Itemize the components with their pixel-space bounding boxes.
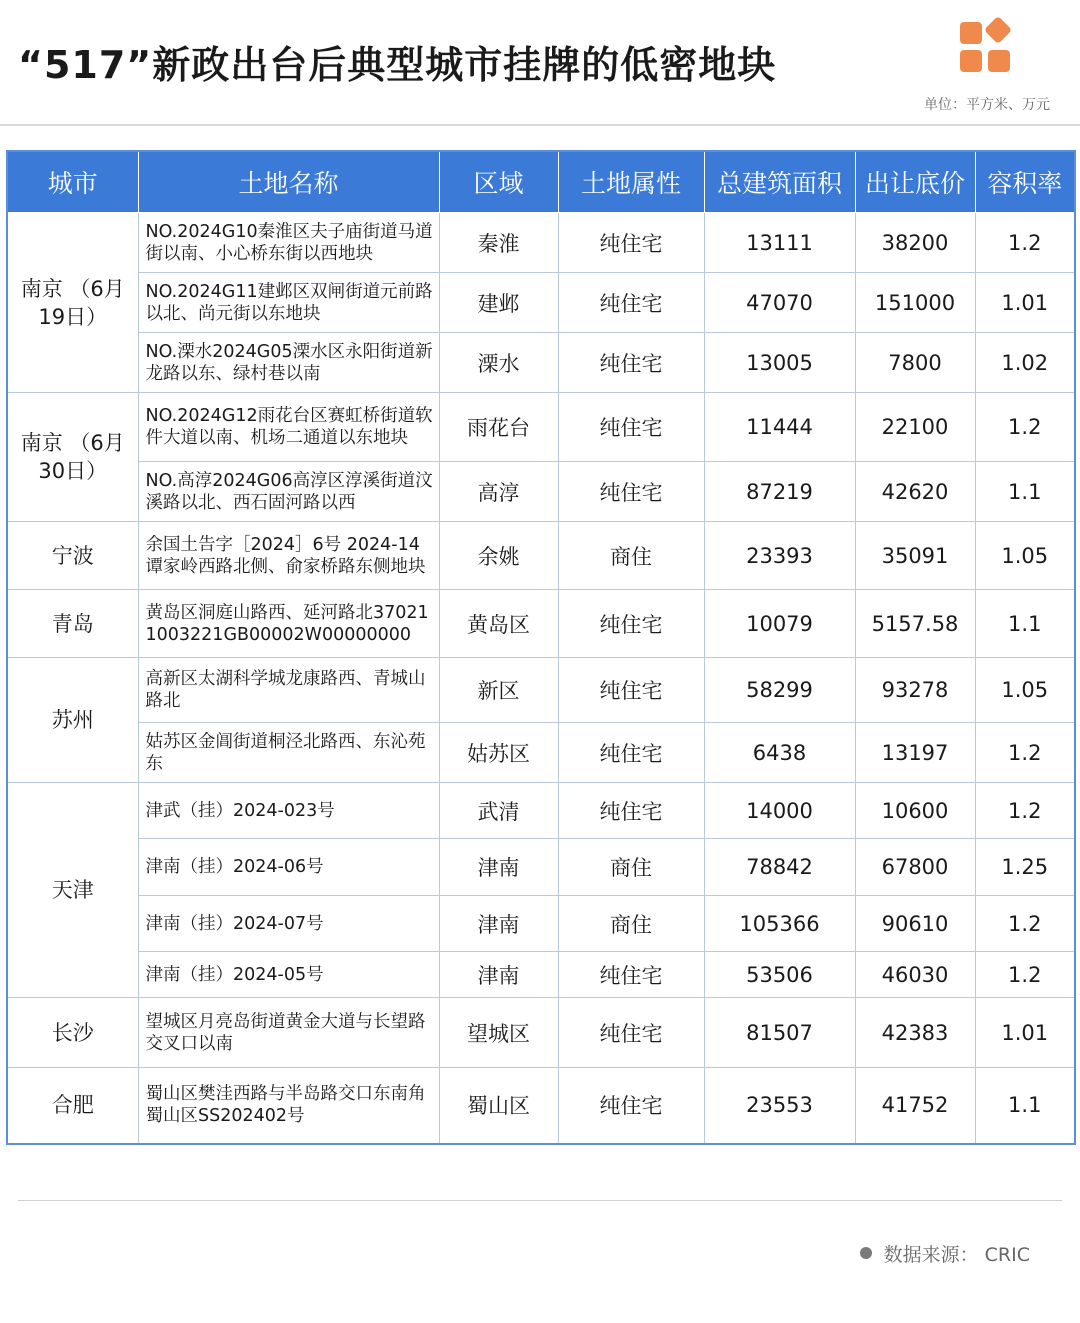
land-name-cell: NO.2024G10秦淮区夫子庙街道马道街以南、小心桥东街以西地块 (138, 213, 439, 273)
floor-area-cell: 11444 (704, 393, 855, 462)
city-cell: 苏州 (7, 658, 138, 783)
data-source-text: 数据来源： CRIC (883, 1244, 1030, 1266)
floor-area-cell: 53506 (704, 952, 855, 998)
bullet-dot-icon (860, 1247, 872, 1259)
plot-ratio-cell: 1.05 (975, 522, 1075, 590)
plot-ratio-cell: 1.01 (975, 273, 1075, 333)
table-row (7, 590, 1075, 658)
district-cell: 姑苏区 (439, 723, 558, 783)
floor-area-cell: 81507 (704, 998, 855, 1068)
city-cell: 青岛 (7, 590, 138, 658)
district-cell: 溧水 (439, 333, 558, 393)
plot-ratio-cell: 1.2 (975, 952, 1075, 998)
table-row (7, 273, 1075, 333)
district-cell: 津南 (439, 839, 558, 896)
land-type-cell: 纯住宅 (558, 952, 704, 998)
table-row (7, 1068, 1075, 1144)
table-header-row (7, 151, 1075, 213)
plot-ratio-cell: 1.1 (975, 590, 1075, 658)
plot-ratio-cell: 1.2 (975, 783, 1075, 839)
land-type-cell: 纯住宅 (558, 273, 704, 333)
land-table (6, 150, 1076, 1145)
land-name-cell: 津南（挂）2024-05号 (138, 952, 439, 998)
city-cell: 合肥 (7, 1068, 138, 1144)
table-row (7, 333, 1075, 393)
table-row (7, 839, 1075, 896)
land-type-cell: 纯住宅 (558, 213, 704, 273)
price-cell: 13197 (855, 723, 975, 783)
table-row (7, 723, 1075, 783)
floor-area-cell: 13005 (704, 333, 855, 393)
land-type-cell: 纯住宅 (558, 783, 704, 839)
district-cell: 雨花台 (439, 393, 558, 462)
price-cell: 35091 (855, 522, 975, 590)
divider (18, 1200, 1062, 1201)
unit-note: 单位：平方米、万元 (924, 97, 1050, 113)
land-name-cell: 余国土告字［2024］6号 2024-14谭家岭西路北侧、俞家桥路东侧地块 (138, 522, 439, 590)
land-type-cell: 纯住宅 (558, 590, 704, 658)
table-row (7, 952, 1075, 998)
price-cell: 90610 (855, 896, 975, 952)
plot-ratio-cell: 1.2 (975, 393, 1075, 462)
plot-ratio-cell: 1.1 (975, 462, 1075, 522)
land-name-cell: 津南（挂）2024-06号 (138, 839, 439, 896)
table-row (7, 658, 1075, 723)
land-type-cell: 商住 (558, 896, 704, 952)
table-row (7, 998, 1075, 1068)
land-type-cell: 商住 (558, 522, 704, 590)
land-type-cell: 纯住宅 (558, 998, 704, 1068)
district-cell: 武清 (439, 783, 558, 839)
district-cell: 津南 (439, 896, 558, 952)
price-cell: 42620 (855, 462, 975, 522)
floor-area-cell: 47070 (704, 273, 855, 333)
floor-area-cell: 6438 (704, 723, 855, 783)
city-cell: 长沙 (7, 998, 138, 1068)
district-cell: 津南 (439, 952, 558, 998)
land-name-cell: 望城区月亮岛街道黄金大道与长望路交叉口以南 (138, 998, 439, 1068)
city-cell: 天津 (7, 783, 138, 998)
floor-area-cell: 14000 (704, 783, 855, 839)
price-cell: 93278 (855, 658, 975, 723)
district-cell: 蜀山区 (439, 1068, 558, 1144)
land-type-cell: 商住 (558, 839, 704, 896)
land-type-cell: 纯住宅 (558, 393, 704, 462)
land-name-cell: 津南（挂）2024-07号 (138, 896, 439, 952)
price-cell: 10600 (855, 783, 975, 839)
table-row (7, 896, 1075, 952)
district-cell: 秦淮 (439, 213, 558, 273)
header-reserve-price: 出让底价 (855, 151, 975, 213)
header-plot-ratio: 容积率 (975, 151, 1075, 213)
data-source (860, 1240, 1030, 1267)
header-city: 城市 (7, 151, 138, 213)
floor-area-cell: 23553 (704, 1068, 855, 1144)
header-district: 区域 (439, 151, 558, 213)
price-cell: 7800 (855, 333, 975, 393)
price-cell: 67800 (855, 839, 975, 896)
land-type-cell: 纯住宅 (558, 462, 704, 522)
land-name-cell: 津武（挂）2024-023号 (138, 783, 439, 839)
plot-ratio-cell: 1.2 (975, 213, 1075, 273)
floor-area-cell: 78842 (704, 839, 855, 896)
price-cell: 22100 (855, 393, 975, 462)
floor-area-cell: 87219 (704, 462, 855, 522)
plot-ratio-cell: 1.2 (975, 896, 1075, 952)
plot-ratio-cell: 1.05 (975, 658, 1075, 723)
land-type-cell: 纯住宅 (558, 723, 704, 783)
city-cell: 南京 （6月30日） (7, 393, 138, 522)
plot-ratio-cell: 1.02 (975, 333, 1075, 393)
table-row (7, 522, 1075, 590)
price-cell: 46030 (855, 952, 975, 998)
floor-area-cell: 23393 (704, 522, 855, 590)
land-name-cell: NO.2024G11建邺区双闸街道元前路以北、尚元街以东地块 (138, 273, 439, 333)
floor-area-cell: 10079 (704, 590, 855, 658)
district-cell: 新区 (439, 658, 558, 723)
price-cell: 5157.58 (855, 590, 975, 658)
land-type-cell: 纯住宅 (558, 333, 704, 393)
floor-area-cell: 13111 (704, 213, 855, 273)
plot-ratio-cell: 1.1 (975, 1068, 1075, 1144)
land-type-cell: 纯住宅 (558, 1068, 704, 1144)
plot-ratio-cell: 1.25 (975, 839, 1075, 896)
table-row (7, 393, 1075, 462)
plot-ratio-cell: 1.2 (975, 723, 1075, 783)
district-cell: 建邺 (439, 273, 558, 333)
district-cell: 黄岛区 (439, 590, 558, 658)
land-name-cell: NO.高淳2024G06高淳区淳溪街道汶溪路以北、西石固河路以西 (138, 462, 439, 522)
price-cell: 41752 (855, 1068, 975, 1144)
table-row (7, 783, 1075, 839)
price-cell: 42383 (855, 998, 975, 1068)
header-land-name: 土地名称 (138, 151, 439, 213)
price-cell: 151000 (855, 273, 975, 333)
land-name-cell: 黄岛区洞庭山路西、延河路北370211003221GB00002W00000000 (138, 590, 439, 658)
land-name-cell: 蜀山区樊洼西路与半岛路交口东南角蜀山区SS202402号 (138, 1068, 439, 1144)
city-cell: 宁波 (7, 522, 138, 590)
header-total-floor-area: 总建筑面积 (704, 151, 855, 213)
land-name-cell: NO.溧水2024G05溧水区永阳街道新龙路以东、绿村巷以南 (138, 333, 439, 393)
land-name-cell: NO.2024G12雨花台区赛虹桥街道软件大道以南、机场二通道以东地块 (138, 393, 439, 462)
divider (0, 124, 1080, 126)
land-name-cell: 姑苏区金阊街道桐泾北路西、东沁苑东 (138, 723, 439, 783)
floor-area-cell: 58299 (704, 658, 855, 723)
price-cell: 38200 (855, 213, 975, 273)
page-title: “517”新政出台后典型城市挂牌的低密地块 (18, 43, 777, 87)
district-cell: 望城区 (439, 998, 558, 1068)
district-cell: 高淳 (439, 462, 558, 522)
table-row (7, 462, 1075, 522)
district-cell: 余姚 (439, 522, 558, 590)
header-land-type: 土地属性 (558, 151, 704, 213)
table-row (7, 213, 1075, 273)
land-name-cell: 高新区太湖科学城龙康路西、青城山路北 (138, 658, 439, 723)
city-cell: 南京 （6月19日） (7, 213, 138, 393)
brand-logo-icon (958, 18, 1020, 78)
land-type-cell: 纯住宅 (558, 658, 704, 723)
floor-area-cell: 105366 (704, 896, 855, 952)
plot-ratio-cell: 1.01 (975, 998, 1075, 1068)
